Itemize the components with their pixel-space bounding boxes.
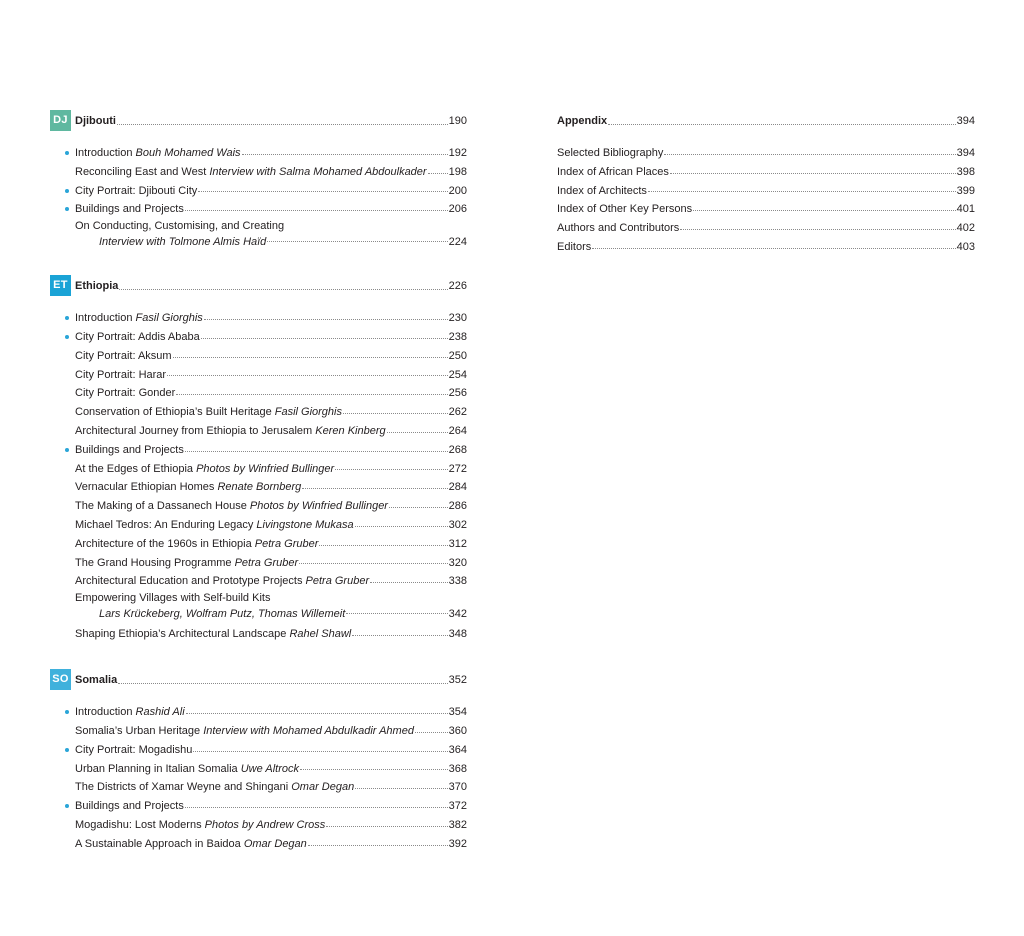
entry-line xyxy=(75,535,467,554)
leader-dots xyxy=(300,768,448,770)
bullet-dot-icon xyxy=(65,448,69,452)
entry-line xyxy=(75,309,467,328)
entry-line xyxy=(75,366,467,385)
entry-page: 338 xyxy=(448,575,467,588)
entry-author: Photos by Winfried Bullinger xyxy=(196,462,335,475)
entry-page: 286 xyxy=(448,500,467,513)
entry-author: Fasil Giorghis xyxy=(274,406,342,419)
entry-title-first-line: On Conducting, Customising, and Creating xyxy=(75,220,285,233)
leader-dots xyxy=(319,544,447,546)
entry-author: Fasil Giorghis xyxy=(135,312,203,325)
entry-line xyxy=(75,516,467,535)
entry-page: 312 xyxy=(448,537,467,550)
leader-dots xyxy=(302,487,447,489)
toc-right-column xyxy=(557,110,975,257)
entry-line xyxy=(75,460,467,479)
toc-entry[interactable] xyxy=(50,816,467,835)
entry-title: The Districts of Xamar Weyne and Shingani xyxy=(75,781,289,794)
entry-title: The Making of a Dassanech House xyxy=(75,500,247,513)
entry-text xyxy=(75,309,203,328)
entry-page: 368 xyxy=(448,762,467,775)
entry-page: 262 xyxy=(448,406,467,419)
entry-text xyxy=(75,347,172,366)
entry-text xyxy=(75,497,388,516)
leader-dots xyxy=(173,356,448,358)
leader-dots xyxy=(193,750,447,752)
entry-text xyxy=(75,460,334,479)
leader-dots xyxy=(308,844,448,846)
toc-entry[interactable] xyxy=(50,778,467,797)
entry-text xyxy=(75,478,301,497)
leader-dots xyxy=(185,209,448,211)
entry-title: Introduction xyxy=(75,147,133,159)
leader-dots xyxy=(167,374,448,376)
entry-title: Introduction xyxy=(75,706,133,719)
entry-line xyxy=(557,163,975,182)
toc-left-column xyxy=(50,110,467,879)
entry-line xyxy=(557,200,975,219)
entry-text xyxy=(75,535,318,554)
entry-author: Omar Degan xyxy=(291,781,355,794)
entry-text xyxy=(99,607,345,623)
entry-title: Vernacular Ethiopian Homes xyxy=(75,481,215,494)
entry-title: Index of Architects xyxy=(557,184,647,197)
entry-page: 238 xyxy=(448,330,467,343)
toc-entry[interactable] xyxy=(50,422,467,441)
entry-title: City Portrait: Djibouti City xyxy=(75,184,198,197)
country-code-badge: ET xyxy=(50,275,71,296)
bullet-dot-icon xyxy=(65,748,69,752)
toc-entry[interactable] xyxy=(50,460,467,479)
entry-text xyxy=(75,816,325,835)
toc-entry[interactable] xyxy=(50,625,467,644)
leader-dots xyxy=(355,525,448,527)
entry-line xyxy=(75,163,467,182)
toc-entry[interactable] xyxy=(50,200,467,219)
entry-text xyxy=(75,516,354,535)
entry-line xyxy=(75,816,467,835)
bullet-dot-icon xyxy=(65,335,69,339)
entry-title-first-line: Empowering Villages with Self-build Kits xyxy=(75,592,271,605)
section-heading[interactable] xyxy=(50,275,467,296)
toc-entry[interactable] xyxy=(50,328,467,347)
toc-section-ethiopia xyxy=(50,275,467,644)
entry-text xyxy=(75,778,354,797)
bullet-dot-icon xyxy=(65,151,69,155)
entry-page: 394 xyxy=(956,147,975,159)
entry-page: 372 xyxy=(448,800,467,813)
entry-text xyxy=(75,328,200,347)
entry-title: City Portrait: Harar xyxy=(75,368,167,381)
entry-page: 200 xyxy=(448,184,467,197)
entry-page: 272 xyxy=(448,462,467,475)
leader-dots xyxy=(335,468,447,470)
entry-title: Michael Tedros: An Enduring Legacy xyxy=(75,518,254,531)
entry-page: 192 xyxy=(448,147,467,159)
entry-author: Petra Gruber xyxy=(254,537,319,550)
entry-text xyxy=(75,741,192,760)
leader-dots xyxy=(592,247,955,249)
entry-page: 364 xyxy=(448,743,467,756)
entry-title: Index of Other Key Persons xyxy=(557,203,693,216)
section-title: Ethiopia xyxy=(75,279,119,292)
leader-dots xyxy=(242,153,448,155)
leader-dots xyxy=(415,731,448,733)
entry-page: 230 xyxy=(448,312,467,325)
entry-page: 398 xyxy=(956,165,975,178)
entry-page: 224 xyxy=(448,235,467,248)
entry-line xyxy=(75,384,467,403)
entry-page: 254 xyxy=(448,368,467,381)
entry-text xyxy=(75,572,369,591)
entry-author: Petra Gruber xyxy=(305,575,370,588)
entry-line xyxy=(75,625,467,644)
entry-page: 360 xyxy=(448,725,467,738)
toc-entry[interactable] xyxy=(50,722,467,741)
entry-title: Architectural Education and Prototype Projects xyxy=(75,575,303,588)
entry-line xyxy=(75,478,467,497)
entry-text xyxy=(75,760,299,779)
entry-title: At the Edges of Ethiopia xyxy=(75,462,194,475)
leader-dots xyxy=(326,825,447,827)
entry-author: Rashid Ali xyxy=(135,706,185,719)
entry-author: Keren Kinberg xyxy=(315,424,386,437)
toc-entry[interactable] xyxy=(50,572,467,591)
entry-line xyxy=(557,144,975,163)
appendix-entries xyxy=(557,144,975,257)
country-code-badge: DJ xyxy=(50,110,71,131)
appendix-title: Appendix xyxy=(557,114,608,127)
entry-line xyxy=(557,238,975,257)
leader-dots xyxy=(346,612,447,614)
entry-page: 382 xyxy=(448,819,467,832)
entry-title: Selected Bibliography xyxy=(557,147,664,159)
section-title-line xyxy=(75,275,467,296)
entry-title: Index of African Places xyxy=(557,165,669,178)
entry-title: Reconciling East and West xyxy=(75,165,207,178)
entry-line xyxy=(75,778,467,797)
entry-title: Buildings and Projects xyxy=(75,443,184,456)
toc-entry[interactable] xyxy=(50,497,467,516)
toc-section-djibouti xyxy=(50,110,467,250)
leader-dots xyxy=(648,190,956,192)
entry-author: Interview with Mohamed Abdulkadir Ahmed xyxy=(203,725,414,738)
toc-entry[interactable] xyxy=(50,591,467,622)
entry-page: 256 xyxy=(448,387,467,400)
entry-page: 284 xyxy=(448,481,467,494)
entry-title: The Grand Housing Programme xyxy=(75,556,232,569)
section-page: 226 xyxy=(448,279,467,292)
entry-line xyxy=(75,835,467,854)
entry-page: 198 xyxy=(448,165,467,178)
entry-text xyxy=(75,797,184,816)
section-entries xyxy=(50,703,467,853)
entry-page: 348 xyxy=(448,628,467,641)
entry-title: Urban Planning in Italian Somalia xyxy=(75,762,238,775)
toc-section-somalia xyxy=(50,669,467,853)
appendix-page: 394 xyxy=(956,114,975,127)
section-heading[interactable] xyxy=(50,110,467,131)
appendix-entry[interactable] xyxy=(557,200,975,219)
entry-text xyxy=(75,144,241,163)
entry-page: 250 xyxy=(448,349,467,362)
leader-dots xyxy=(201,337,448,339)
entry-text xyxy=(75,384,175,403)
entry-line xyxy=(75,328,467,347)
entry-author: Lars Krückeberg, Wolfram Putz, Thomas Willemeit xyxy=(99,607,346,620)
leader-dots xyxy=(118,682,447,684)
entry-title: Mogadishu: Lost Moderns xyxy=(75,819,202,832)
entry-title: Shaping Ethiopia’s Architectural Landscape xyxy=(75,628,287,641)
section-page: 352 xyxy=(448,673,467,686)
entry-author: Livingstone Mukasa xyxy=(256,518,354,531)
entry-title: Architecture of the 1960s in Ethiopia xyxy=(75,537,252,550)
entry-line xyxy=(75,200,467,219)
toc-entry[interactable] xyxy=(50,384,467,403)
toc-entry[interactable] xyxy=(50,309,467,328)
toc-entry[interactable] xyxy=(50,797,467,816)
toc-entry[interactable] xyxy=(50,478,467,497)
toc-entry[interactable] xyxy=(50,760,467,779)
entry-line xyxy=(75,722,467,741)
leader-dots xyxy=(428,172,448,174)
entry-author: Omar Degan xyxy=(243,837,307,850)
appendix-entry[interactable] xyxy=(557,182,975,201)
leader-dots xyxy=(693,209,956,211)
leader-dots xyxy=(670,172,956,174)
toc-entry[interactable] xyxy=(50,441,467,460)
appendix-entry[interactable] xyxy=(557,238,975,257)
leader-dots xyxy=(117,123,448,125)
entry-text xyxy=(75,366,166,385)
entry-page: 342 xyxy=(448,607,467,620)
leader-dots xyxy=(387,431,448,433)
section-title: Djibouti xyxy=(75,114,116,127)
entry-title: Buildings and Projects xyxy=(75,800,184,813)
entry-title: Buildings and Projects xyxy=(75,203,184,216)
entry-title: Somalia’s Urban Heritage xyxy=(75,725,201,738)
entry-title: Editors xyxy=(557,240,592,253)
entry-page: 206 xyxy=(448,203,467,216)
country-code-badge: SO xyxy=(50,669,71,690)
entry-line xyxy=(557,219,975,238)
entry-line xyxy=(75,422,467,441)
entry-title: City Portrait: Aksum xyxy=(75,349,172,362)
entry-title: City Portrait: Gonder xyxy=(75,387,176,400)
section-entries xyxy=(50,309,467,644)
entry-title: Conservation of Ethiopia’s Built Heritage xyxy=(75,406,272,419)
toc-entry[interactable] xyxy=(50,403,467,422)
leader-dots xyxy=(343,412,448,414)
entry-text xyxy=(75,554,298,573)
entry-page: 392 xyxy=(448,837,467,850)
entry-title: Introduction xyxy=(75,312,133,325)
entry-page: 401 xyxy=(956,203,975,216)
entry-author: Renate Bornberg xyxy=(217,481,302,494)
appendix-entry[interactable] xyxy=(557,163,975,182)
section-title-line xyxy=(75,110,467,131)
toc-entry[interactable] xyxy=(50,741,467,760)
entry-line xyxy=(75,760,467,779)
leader-dots xyxy=(185,450,448,452)
entry-author: Photos by Winfried Bullinger xyxy=(249,500,388,513)
appendix-heading[interactable] xyxy=(557,110,975,131)
leader-dots xyxy=(664,153,955,155)
entry-line xyxy=(557,182,975,201)
appendix-entry[interactable] xyxy=(557,144,975,163)
entry-text xyxy=(75,182,197,201)
entry-line xyxy=(75,703,467,722)
leader-dots xyxy=(370,581,448,583)
leader-dots xyxy=(355,787,447,789)
entry-title: Authors and Contributors xyxy=(557,222,680,235)
entry-text xyxy=(75,441,184,460)
entry-author: Photos by Andrew Cross xyxy=(204,819,326,832)
leader-dots xyxy=(204,318,448,320)
section-entries xyxy=(50,144,467,250)
leader-dots xyxy=(352,634,447,636)
leader-dots xyxy=(185,806,448,808)
entry-line xyxy=(75,144,467,163)
entry-page: 399 xyxy=(956,184,975,197)
entry-page: 268 xyxy=(448,443,467,456)
leader-dots xyxy=(608,123,956,125)
section-title-line xyxy=(75,669,467,690)
entry-text xyxy=(75,200,184,219)
entry-title: A Sustainable Approach in Baidoa xyxy=(75,837,241,850)
section-page: 190 xyxy=(448,114,467,127)
entry-text xyxy=(75,422,386,441)
entry-line xyxy=(75,797,467,816)
entry-text xyxy=(75,835,307,854)
entry-line xyxy=(75,403,467,422)
bullet-dot-icon xyxy=(65,316,69,320)
leader-dots xyxy=(176,393,447,395)
toc-entry[interactable] xyxy=(50,219,467,250)
entry-line xyxy=(75,235,467,251)
entry-author: Interview with Tolmone Almis Haïd xyxy=(99,235,267,248)
entry-line xyxy=(75,441,467,460)
entry-author: Petra Gruber xyxy=(234,556,299,569)
section-heading[interactable] xyxy=(50,669,467,690)
entry-page: 402 xyxy=(956,222,975,235)
bullet-dot-icon xyxy=(65,804,69,808)
bullet-dot-icon xyxy=(65,207,69,211)
entry-title: City Portrait: Mogadishu xyxy=(75,743,193,756)
entry-line xyxy=(75,347,467,366)
leader-dots xyxy=(198,190,447,192)
entry-text xyxy=(75,722,414,741)
toc-entry[interactable] xyxy=(50,554,467,573)
entry-text xyxy=(75,703,185,722)
entry-text xyxy=(75,403,342,422)
leader-dots xyxy=(119,288,447,290)
entry-line xyxy=(75,741,467,760)
leader-dots xyxy=(267,240,447,242)
toc-entry[interactable] xyxy=(50,182,467,201)
toc-entry[interactable] xyxy=(50,144,467,163)
entry-author: Rahel Shawl xyxy=(289,628,352,641)
entry-author: Interview with Salma Mohamed Abdoulkader xyxy=(209,165,427,178)
entry-page: 370 xyxy=(448,781,467,794)
toc-entry[interactable] xyxy=(50,347,467,366)
bullet-dot-icon xyxy=(65,189,69,193)
entry-page: 403 xyxy=(956,240,975,253)
entry-line xyxy=(75,497,467,516)
entry-text xyxy=(75,163,427,182)
entry-line xyxy=(75,182,467,201)
entry-line xyxy=(75,572,467,591)
entry-page: 320 xyxy=(448,556,467,569)
entry-author: Bouh Mohamed Wais xyxy=(135,147,241,159)
entry-title: Architectural Journey from Ethiopia to Jerusalem xyxy=(75,424,313,437)
leader-dots xyxy=(186,712,448,714)
toc-entry[interactable] xyxy=(50,835,467,854)
entry-line xyxy=(75,607,467,623)
section-title: Somalia xyxy=(75,673,118,686)
leader-dots xyxy=(389,506,448,508)
entry-page: 354 xyxy=(448,706,467,719)
toc-entry[interactable] xyxy=(50,535,467,554)
entry-author: Uwe Altrock xyxy=(240,762,299,775)
toc-entry[interactable] xyxy=(50,703,467,722)
toc-entry[interactable] xyxy=(50,516,467,535)
leader-dots xyxy=(680,228,955,230)
entry-text xyxy=(99,235,266,251)
toc-entry[interactable] xyxy=(50,163,467,182)
entry-page: 302 xyxy=(448,518,467,531)
entry-text xyxy=(75,625,351,644)
entry-page: 264 xyxy=(448,424,467,437)
bullet-dot-icon xyxy=(65,710,69,714)
entry-title: City Portrait: Addis Ababa xyxy=(75,330,200,343)
appendix-entry[interactable] xyxy=(557,219,975,238)
entry-line xyxy=(75,554,467,573)
toc-entry[interactable] xyxy=(50,366,467,385)
leader-dots xyxy=(299,562,447,564)
